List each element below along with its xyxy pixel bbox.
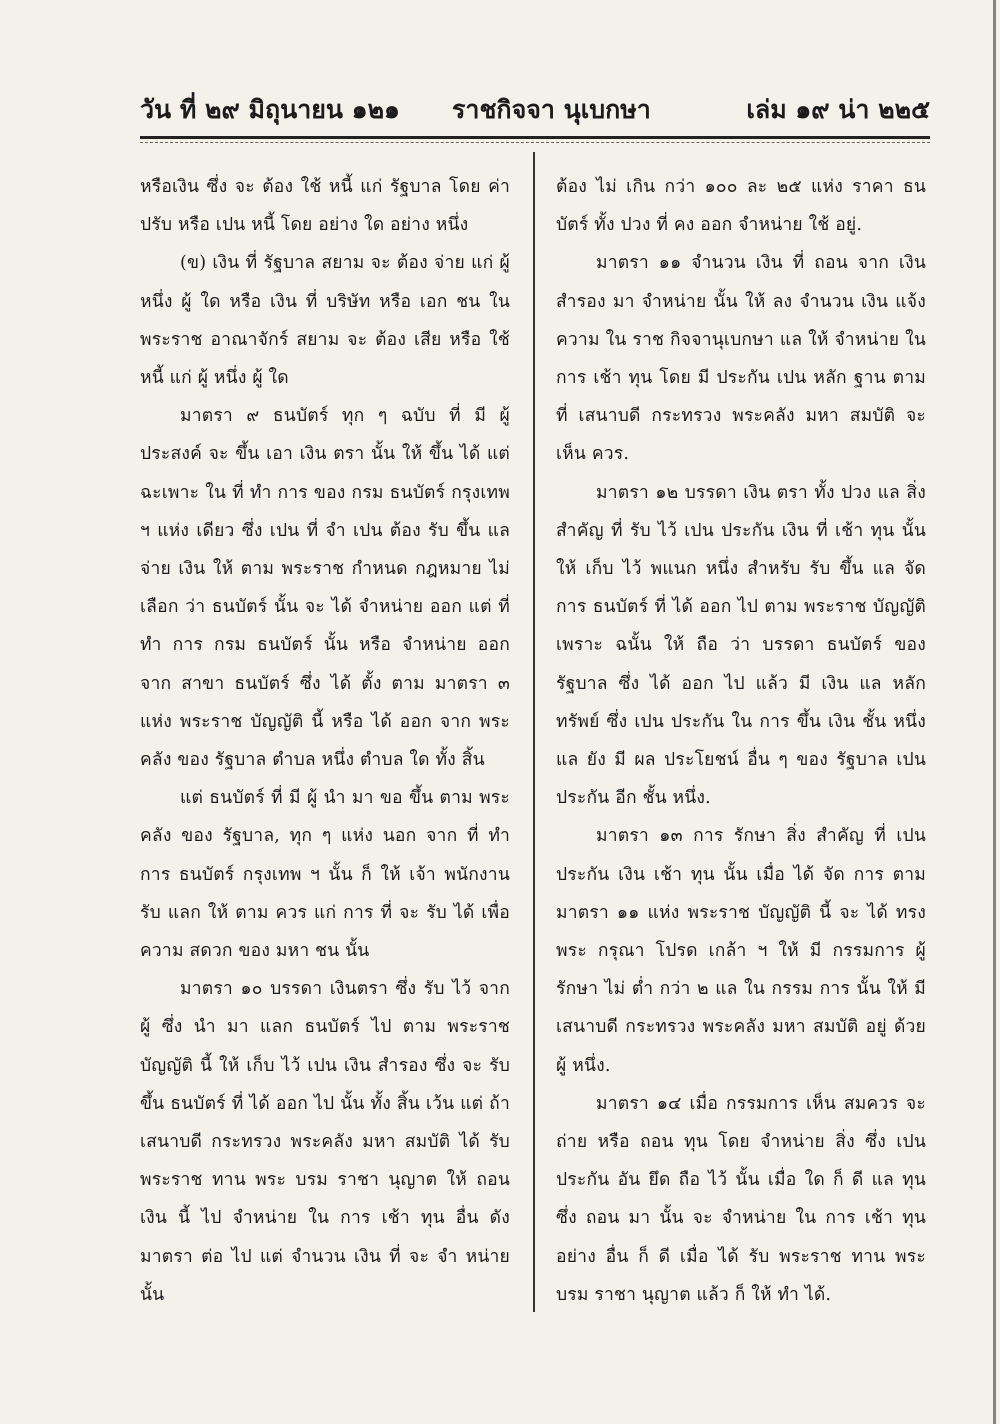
paragraph: มาตรา ๑๔ เมื่อ กรรมการ เห็น สมควร จะ ถ่าย หรือ ถอน ทุน โดย จำหน่าย สิ่ง ซึ่ง เปน ประกัน อัน ยึด ถือ ไว้ นั้น เมื่อ ใด ก็ ดี แล ทุน ซึ่ง ถอน มา นั้น จะ จำหน่าย ใน การ เช้า ทุน อย่าง อื่น ก็ ดี เมื่อ ได้ รับ พระราช ทาน พระ บรม ราชา นุญาต แล้ว ก็ ให้ ทำ ได้. [556,1093,926,1305]
paragraph: แต่ ธนบัตร์ ที่ มี ผู้ นำ มา ขอ ขึ้น ตาม พระคลัง ของ รัฐบาล, ทุก ๆ แห่ง นอก จาก ที่ ทำ การ ธนบัตร์ กรุงเทพ ฯ นั้น ก็ ให้ เจ้า พนักงาน รับ แลก ให้ ตาม ควร แก่ การ ที่ จะ รับ ได้ เพื่อ ความ สดวก ของ มหา ชน นั้น [140,788,510,962]
header-rule [140,136,930,139]
paragraph: ต้อง ไม่ เกิน กว่า ๑๐๐ ละ ๒๕ แห่ง ราคา ธนบัตร์ ทั้ง ปวง ที่ คง ออก จำหน่าย ใช้ อยู่. [556,177,926,236]
paragraph: มาตรา ๑๐ บรรดา เงินตรา ซึ่ง รับ ไว้ จาก ผู้ ซึ่ง นำ มา แลก ธนบัตร์ ไป ตาม พระราช บัญญัติ นี้ ให้ เก็บ ไว้ เปน เงิน สำรอง ซึ่ง จะ รับ ขึ้น ธนบัตร์ ที่ ได้ ออก ไป นั้น ทั้ง สิ้น เว้น แต่ ถ้า เสนาบดี กระทรวง พระคลัง มหา สมบัติ ได้ รับ พระราช ทาน พระ บรม ราชา นุญาต ให้ ถอน เงิน นี้ ไป จำหน่าย ใน การ เช้า ทุน อื่น ดัง มาตรา ต่อ ไป แต่ จำนวน เงิน ที่ จะ จำ หน่าย นั้น [140,979,510,1305]
header-date: วัน ที่ ๒๙ มิถุนายน ๑๒๑ [140,95,400,124]
header-rule-dashed [140,142,930,143]
page-header [140,82,930,132]
header-volume-page: เล่ม ๑๙ น่า ๒๒๕ [746,95,930,124]
right-column [556,168,926,1314]
paragraph: มาตรา ๑๓ การ รักษา สิ่ง สำคัญ ที่ เปน ประกัน เงิน เช้า ทุน นั้น เมื่อ ได้ จัด การ ตาม มาตรา ๑๑ แห่ง พระราช บัญญัติ นี้ จะ ได้ ทรง พระ กรุณา โปรด เกล้า ฯ ให้ มี กรรมการ ผู้ รักษา ไม่ ต่ำ กว่า ๒ แล ใน กรรม การ นั้น ให้ มี เสนาบดี กระทรวง พระคลัง มหา สมบัติ อยู่ ด้วย ผู้ หนึ่ง. [556,826,926,1076]
paragraph: มาตรา ๑๑ จำนวน เงิน ที่ ถอน จาก เงิน สำรอง มา จำหน่าย นั้น ให้ ลง จำนวน เงิน แจ้ง ความ ใน ราช กิจจานุเบกษา แล ให้ จำหน่าย ใน การ เช้า ทุน โดย มี ประกัน เปน หลัก ฐาน ตาม ที่ เสนาบดี กระทรวง พระคลัง มหา สมบัติ จะ เห็น ควร. [556,253,926,465]
column-divider [533,152,535,1312]
paragraph: (ข) เงิน ที่ รัฐบาล สยาม จะ ต้อง จ่าย แก่ ผู้ หนึ่ง ผู้ ใด หรือ เงิน ที่ บริษัท หรือ เอก ชน ใน พระราช อาณาจักร์ สยาม จะ ต้อง เสีย หรือ ใช้ หนี้ แก่ ผู้ หนึ่ง ผู้ ใด [140,253,510,389]
paragraph: หรือเงิน ซึ่ง จะ ต้อง ใช้ หนี้ แก่ รัฐบาล โดย ค่าปรับ หรือ เปน หนี้ โดย อย่าง ใด อย่าง หนึ่ง [140,177,510,236]
left-column [140,168,510,1314]
paragraph: มาตรา ๑๒ บรรดา เงิน ตรา ทั้ง ปวง แล สิ่ง สำคัญ ที่ รับ ไว้ เปน ประกัน เงิน ที่ เช้า ทุน นั้น ให้ เก็บ ไว้ พแนก หนึ่ง สำหรับ รับ ขึ้น แล จัด การ ธนบัตร์ ที่ ได้ ออก ไป ตาม พระราช บัญญัติ เพราะ ฉนั้น ให้ ถือ ว่า บรรดา ธนบัตร์ ของ รัฐบาล ซึ่ง ได้ ออก ไป แล้ว มี เงิน แล หลัก ทรัพย์ ซึ่ง เปน ประกัน ใน การ ขึ้น เงิน ชั้น หนึ่ง แล ยัง มี ผล ประโยชน์ อื่น ๆ ของ รัฐบาล เปน ประกัน อีก ชั้น หนึ่ง. [556,482,926,809]
page-edge-line [993,0,996,1424]
paragraph: มาตรา ๙ ธนบัตร์ ทุก ๆ ฉบับ ที่ มี ผู้ ประสงค์ จะ ขึ้น เอา เงิน ตรา นั้น ให้ ขึ้น ได้ แต่ ฉะเพาะ ใน ที่ ทำ การ ของ กรม ธนบัตร์ กรุงเทพ ฯ แห่ง เดียว ซึ่ง เปน ที่ จำ เปน ต้อง รับ ขึ้น แล จ่าย เงิน ให้ ตาม พระราช กำหนด กฎหมาย ไม่ เลือก ว่า ธนบัตร์ นั้น จะ ได้ จำหน่าย ออก แต่ ที่ ทำ การ กรม ธนบัตร์ นั้น หรือ จำหน่าย ออก จาก สาขา ธนบัตร์ ซึ่ง ได้ ตั้ง ตาม มาตรา ๓ แห่ง พระราช บัญญัติ นี้ หรือ ได้ ออก จาก พระคลัง ของ รัฐบาล ตำบล หนึ่ง ตำบล ใด ทั้ง สิ้น [140,406,510,771]
header-title: ราชกิจจา นุเบกษา [452,95,651,124]
